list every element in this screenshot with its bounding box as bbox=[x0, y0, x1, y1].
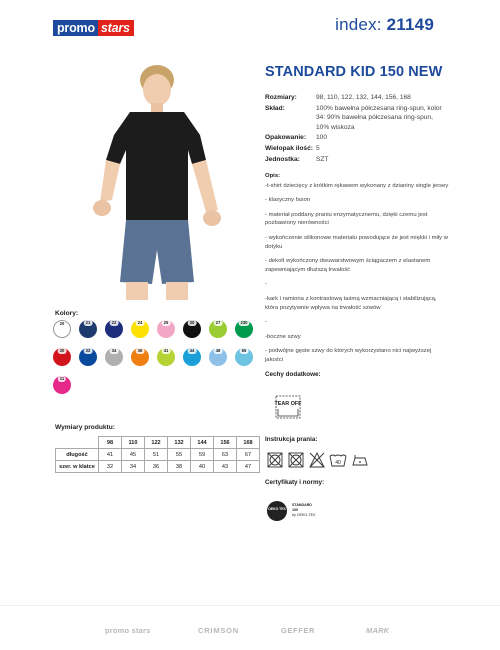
product-photo bbox=[82, 60, 232, 300]
description-line: - podwójne gęste szwy do których wykorzystano nici najwyższej jakości bbox=[265, 348, 432, 363]
colors-heading: Kolory: bbox=[55, 310, 79, 317]
size-column-header: 168 bbox=[237, 437, 260, 449]
description-line: -boczne szwy bbox=[265, 333, 301, 340]
spec-row-composition bbox=[265, 104, 445, 133]
size-cell: 45 bbox=[122, 449, 145, 461]
color-swatch bbox=[235, 320, 253, 338]
color-swatch bbox=[79, 320, 97, 338]
spec-value: 100% bawełna półczesana ring-spun, kolor 34: 90% bawełna półczesana ring-spun, 10% wiskoza bbox=[316, 104, 442, 131]
color-swatch bbox=[105, 320, 123, 338]
color-swatch bbox=[53, 376, 71, 394]
color-code: 27 bbox=[215, 320, 221, 325]
brand-geffer: GEFFER bbox=[281, 626, 316, 635]
sizes-heading: Wymiary produktu: bbox=[55, 424, 115, 431]
size-corner-cell bbox=[56, 437, 99, 449]
description bbox=[265, 172, 450, 371]
size-cell: 51 bbox=[145, 449, 168, 461]
color-swatch bbox=[53, 348, 71, 366]
brand-mark: MARK bbox=[366, 626, 390, 635]
certs-heading: Certyfikaty i normy: bbox=[265, 479, 325, 486]
size-column-header: 110 bbox=[122, 437, 145, 449]
oeko-tex-standard bbox=[292, 503, 315, 517]
spec-label: Wielopak ilość: bbox=[265, 144, 313, 152]
spec-row-sizes bbox=[265, 93, 445, 103]
color-swatch bbox=[183, 320, 201, 338]
color-swatch bbox=[105, 348, 123, 366]
iron-icon bbox=[353, 455, 367, 465]
product-title: STANDARD KID 150 NEW bbox=[265, 64, 443, 80]
spec-value: SZT bbox=[316, 155, 329, 163]
color-swatch bbox=[79, 348, 97, 366]
color-code: 11 bbox=[59, 376, 65, 381]
size-cell: 47 bbox=[237, 461, 260, 473]
color-code: 230 bbox=[240, 320, 248, 325]
color-swatch bbox=[53, 320, 71, 338]
tear-off-text: TEAR OFF bbox=[274, 401, 302, 407]
logo-part-stars: stars bbox=[98, 20, 134, 36]
product-index bbox=[335, 15, 434, 35]
care-heading: Instrukcja prania: bbox=[265, 436, 318, 443]
spec-value: 5 bbox=[316, 144, 320, 152]
color-code: 21 bbox=[85, 320, 91, 325]
no-tumble-dry-icon bbox=[268, 453, 282, 467]
description-line: - bbox=[265, 281, 267, 288]
color-code: 48 bbox=[215, 348, 221, 353]
size-cell: 63 bbox=[214, 449, 237, 461]
size-cell: 43 bbox=[214, 461, 237, 473]
promostars-logo bbox=[53, 20, 134, 36]
spec-value: 100 bbox=[316, 134, 328, 142]
description-heading: Opis: bbox=[265, 173, 281, 179]
brand-promostars: promo stars bbox=[105, 626, 151, 635]
no-dry-clean-icon bbox=[289, 453, 303, 467]
size-cell: 36 bbox=[145, 461, 168, 473]
color-code: 32 bbox=[85, 348, 91, 353]
size-column-header: 122 bbox=[145, 437, 168, 449]
size-column-header: 98 bbox=[99, 437, 122, 449]
spec-label: Rozmiary: bbox=[265, 94, 297, 101]
spec-label: Opakowanie: bbox=[265, 134, 307, 142]
logo-part-promo: promo bbox=[53, 20, 98, 36]
row-label: długość bbox=[56, 449, 99, 461]
size-cell: 38 bbox=[168, 461, 191, 473]
tear-off-label-icon bbox=[272, 392, 304, 422]
footer-brands bbox=[0, 605, 500, 650]
color-code: 25 bbox=[163, 320, 169, 325]
color-code: 30 bbox=[59, 348, 65, 353]
care-symbols bbox=[267, 451, 377, 469]
size-cell: 59 bbox=[191, 449, 214, 461]
size-cell: 55 bbox=[168, 449, 191, 461]
description-line: - materiał poddany praniu enzymatycznemu, dzięki czemu jest pozbawiony nierówności bbox=[265, 211, 428, 227]
color-code: 24 bbox=[137, 320, 143, 325]
size-column-header: 156 bbox=[214, 437, 237, 449]
color-swatch bbox=[157, 348, 175, 366]
cert-line: 100 bbox=[292, 507, 298, 512]
color-code: 41 bbox=[163, 348, 169, 353]
description-line: - bbox=[265, 319, 267, 326]
description-line: - dekolt wykończony dwuwarstwowym ściągaczem z elastanem zapewniającym dłuższą trwałość bbox=[265, 258, 431, 273]
color-swatches bbox=[53, 320, 248, 394]
size-cell: 34 bbox=[122, 461, 145, 473]
description-line: -t-shirt dziecięcy z krótkim rękawem wykonany z dzianiny single jersey bbox=[265, 182, 449, 189]
spec-value: 98, 110, 122, 132, 144, 156, 168 bbox=[316, 94, 411, 101]
table-row bbox=[56, 449, 260, 461]
no-bleach-icon bbox=[310, 453, 324, 467]
description-line: - klasyczny fason bbox=[265, 197, 311, 204]
description-line: - wykończenie silikonowe materiału powodujące że jest miękki i miły w dotyku bbox=[265, 234, 449, 250]
color-code: 20 bbox=[59, 321, 65, 326]
color-swatch bbox=[131, 320, 149, 338]
index-value: 21149 bbox=[386, 15, 434, 34]
color-code: 30 bbox=[189, 320, 195, 325]
wash-temp: 40 bbox=[335, 460, 341, 466]
table-row bbox=[56, 461, 260, 473]
description-line: -kark i ramiona z kontrastową taśmą wzmacniającą i stabilizującą, która pozytywnie wpływa na trwałość szwów bbox=[265, 295, 437, 311]
color-swatch bbox=[157, 320, 175, 338]
wash-40-icon bbox=[330, 455, 346, 466]
index-label: index: bbox=[335, 15, 382, 34]
cert-line: STANDARD bbox=[292, 503, 312, 507]
size-table bbox=[55, 436, 260, 473]
color-code: 44 bbox=[189, 348, 195, 353]
features-heading: Cechy dodatkowe: bbox=[265, 371, 321, 378]
spec-row-unit bbox=[265, 155, 445, 165]
size-column-header: 132 bbox=[168, 437, 191, 449]
color-swatch bbox=[209, 320, 227, 338]
color-swatch bbox=[209, 348, 227, 366]
color-swatch bbox=[131, 348, 149, 366]
color-swatch bbox=[183, 348, 201, 366]
oeko-tex-badge: OEKO TEX bbox=[267, 501, 287, 521]
spec-label: Skład: bbox=[265, 104, 285, 112]
color-swatch bbox=[235, 348, 253, 366]
spec-list bbox=[265, 93, 445, 165]
size-cell: 67 bbox=[237, 449, 260, 461]
color-code: 34 bbox=[111, 348, 117, 353]
size-column-header: 144 bbox=[191, 437, 214, 449]
brand-crimson: CRIMSON bbox=[198, 626, 240, 635]
spec-label: Jednostka: bbox=[265, 155, 300, 163]
size-cell: 40 bbox=[191, 461, 214, 473]
row-label: szer. w klatce bbox=[56, 461, 99, 473]
cert-line: by OEKO-TEX bbox=[292, 512, 316, 517]
color-code: 22 bbox=[111, 320, 117, 325]
color-code: 36 bbox=[137, 348, 143, 353]
size-cell: 41 bbox=[99, 449, 122, 461]
size-header-row bbox=[56, 437, 260, 449]
spec-row-multipack bbox=[265, 144, 445, 154]
color-code: 65 bbox=[241, 348, 247, 353]
size-cell: 32 bbox=[99, 461, 122, 473]
spec-row-packaging bbox=[265, 133, 445, 143]
